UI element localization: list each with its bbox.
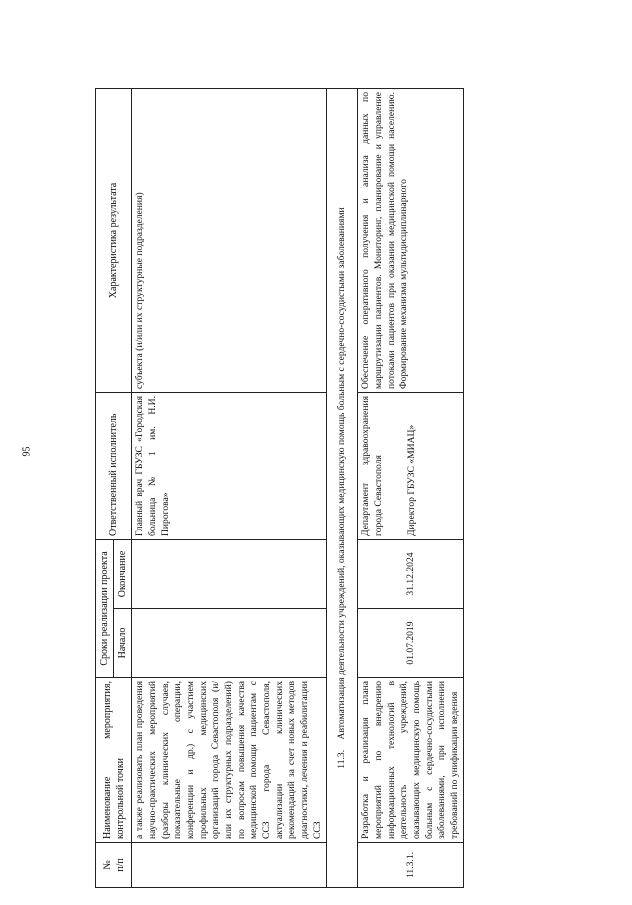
row2-responsible [358, 393, 464, 540]
section-row [327, 89, 358, 888]
plan-table [95, 88, 464, 888]
row2-measure: Разработка и реализация плана мероприятий по внедрению информационных технологий в деятельность учреждений, оказывающих медицинскую помощь больным с сердечно-сосудистыми заболеваниями, при исполнении требований по унификации ведения [358, 678, 464, 843]
row2-result: Обеспечение оперативного получения и анализа данных по маршрутизации пациентов. Мониторинг, планирование и управление потоками пациентов при оказании медицинской помощи населению. Формирование механизма мультидисциплинарного [358, 89, 464, 393]
header-start: Начало [114, 609, 132, 678]
header-row [96, 89, 114, 888]
table-row [132, 89, 327, 888]
section-title: Автоматизация деятельности учреждений, оказывающих медицинскую помощь больным с сердечно-сосудистыми заболеваниями [335, 207, 347, 740]
header-num: № п/п [96, 843, 132, 888]
row2-start: 01.07.2019 [358, 609, 464, 678]
row1-result: субъекта (и/или их структурные подразделения) [132, 89, 327, 393]
header-result: Характеристика результата [96, 89, 132, 393]
section-cell [327, 89, 358, 888]
rotated-page [95, 88, 625, 888]
row2-end: 31.12.2024 [358, 540, 464, 609]
row2-responsible-dept: Департамент здравоохранения города Севастополя [360, 396, 384, 536]
row1-end [132, 540, 327, 609]
row2-responsible-director: Директор ГБУЗС «МИАЦ» [405, 424, 417, 536]
page-number: 95 [21, 446, 33, 457]
table-row [358, 89, 464, 888]
header-end: Окончание [114, 540, 132, 609]
row1-num [132, 843, 327, 888]
row2-num: 11.3.1. [358, 843, 464, 888]
header-terms: Сроки реализации проекта [96, 540, 114, 678]
section-number: 11.3. [335, 749, 347, 769]
row1-start [132, 609, 327, 678]
header-responsible: Ответственный исполнитель [96, 393, 132, 540]
header-measure: Наименование мероприятия, контрольной точки [96, 678, 132, 843]
row1-responsible: Главный врач ГБУЗС «Городская больница № 1 им. Н.И. Пирогова» [132, 393, 327, 540]
row1-measure: а также реализовать план проведения научно-практических мероприятий (разборы клинических случаев, показательные операции, конференции и др.) с участием профильных медицинских организаций города Севастополя (и/или их структурных подразделений) по вопросам повышения качества медицинской помощи пациентам с ССЗ города Севастополя, актуализации клинических рекомендаций за счет новых методов диагностики, лечения и реабилитации ССЗ [132, 678, 327, 843]
